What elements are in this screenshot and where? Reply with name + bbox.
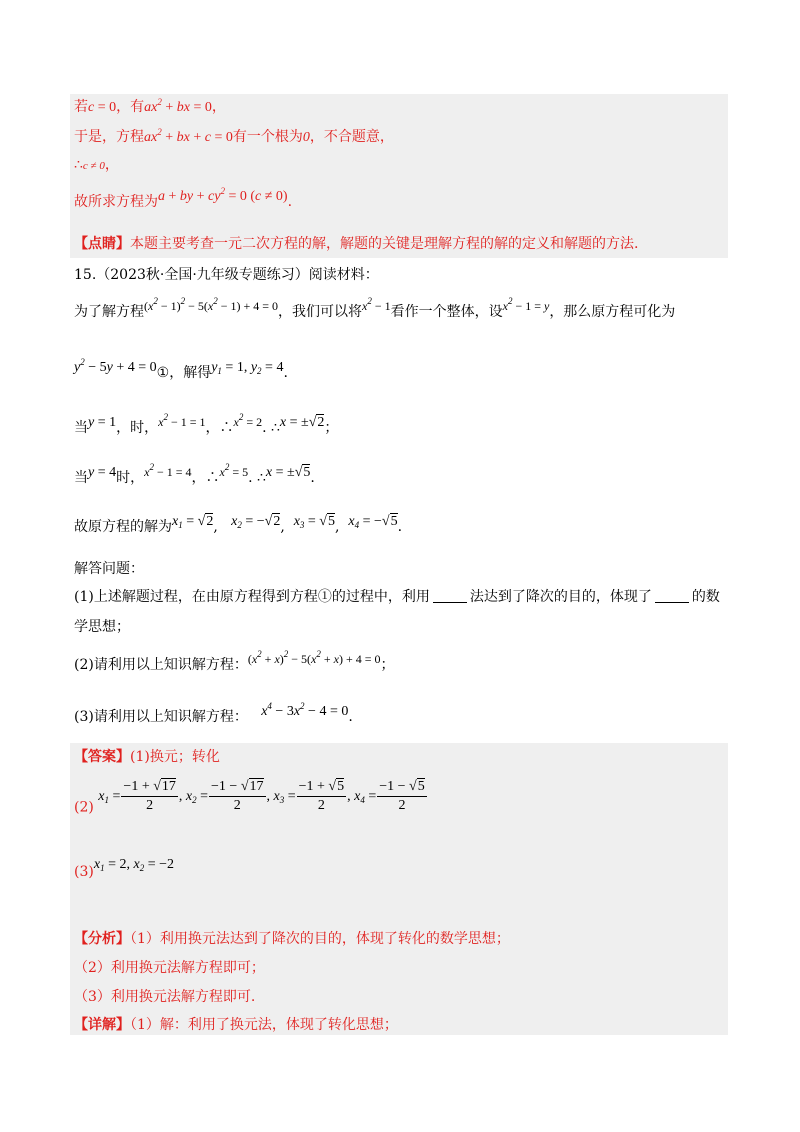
text: 的数	[691, 589, 720, 605]
text: (3)请利用以上知识解方程：	[74, 709, 248, 725]
math-substitution: $x^2 - 1 = y$	[502, 296, 550, 313]
math-c-not-zero: c ≠ 0	[82, 160, 105, 172]
text: ，	[104, 157, 119, 173]
math-x2-1-eq-1: $x^2 - 1 = 1$	[158, 412, 206, 429]
math-q2-equation: $(x^2 + x)^2 - 5(x^2 + x) + 4 = 0$	[247, 649, 381, 666]
math-x-pm-sqrt2: x = ±√2	[279, 415, 325, 430]
detail-text-1: （1）解：利用了换元法，体现了转化思想；	[130, 1017, 398, 1033]
math-y-1: y = 1	[88, 415, 117, 430]
text: 学思想；	[74, 619, 130, 635]
text: ，有	[116, 99, 145, 115]
text: 法达到了降次的目的，体现了	[469, 589, 652, 605]
analysis-text-3: （3）利用换元法解方程即可.	[74, 989, 256, 1005]
math-y-equation: $y^2 - 5y + 4 = 0$	[74, 357, 157, 375]
text: 解答问题：	[74, 561, 144, 577]
text: 当	[74, 420, 88, 436]
solution-line-3	[74, 155, 119, 176]
math-ax2-bx-0: $ax^2$ + bx = 0	[144, 97, 212, 115]
problem-number: 15.	[74, 267, 97, 283]
text: (2)请利用以上知识解方程：	[74, 657, 248, 673]
text: .	[310, 470, 315, 486]
questions-header	[74, 559, 144, 579]
circle-one-mark: ①	[156, 365, 170, 381]
math-x2-minus-1: $x^2 - 1$	[362, 296, 391, 313]
answer-line-2	[74, 778, 428, 817]
solution-line-4	[74, 186, 293, 213]
detail-line-1	[74, 1015, 398, 1035]
problem-line-1	[74, 296, 676, 322]
text: 于是，方程	[74, 129, 144, 145]
math-x-pm-sqrt5: x = ±√5	[265, 465, 311, 480]
tip-line	[74, 234, 638, 254]
math-x2-eq-2: $x^2 = 2$	[233, 412, 263, 429]
text: 看作一个整体，设	[390, 304, 503, 320]
analysis-line-1	[74, 929, 510, 949]
text: .	[397, 519, 403, 535]
math-x3: $x_3 = √5$	[293, 514, 335, 530]
analysis-tag: 【分析】	[74, 931, 130, 947]
math-final-equation: a + by + $cy^2 = 0$ (c ≠ 0)	[158, 186, 288, 204]
text: .	[348, 709, 353, 725]
answer-3-label: (3)	[74, 864, 94, 880]
text: .	[283, 365, 288, 381]
text: (1)上述解题过程，在由原方程得到方程①的过程中，利用	[74, 589, 430, 605]
text: 故所求方程为	[74, 194, 158, 210]
math-answer-3: $x_1 = 2$, $x_2 = -2$	[93, 857, 174, 873]
therefore-symbol: ，∴	[191, 470, 220, 486]
text: ，那么原方程可化为	[549, 304, 676, 320]
therefore-symbol: . ∴	[262, 420, 280, 436]
math-x2: $x_2 = -√2$	[231, 514, 281, 530]
math-x2-eq-5: $x^2 = 5$	[219, 462, 249, 479]
problem-line-2	[74, 357, 288, 384]
text: 为了解方程	[74, 304, 144, 320]
detail-tag: 【详解】	[74, 1017, 130, 1033]
text: ，解得	[169, 365, 212, 381]
question-2	[74, 649, 395, 675]
text: ，我们可以将	[278, 304, 362, 320]
question-3	[74, 701, 353, 728]
text: ，时，	[116, 420, 159, 436]
math-zero: 0	[302, 130, 310, 145]
text: 若	[74, 99, 88, 115]
problem-source: （2023秋·全国·九年级专题练习）阅读材料：	[96, 267, 379, 283]
math-answer-2: $x_1$ = $\frac{-1 + √17}{2}$ , $x_2$ = $\frac{-1 - √17}{2}$ , $x_3$ = $\frac{-1 + √5}{2}$ , $x_4$ = $\frac{-1 - √5}{2}$	[98, 779, 425, 813]
math-x4: $x_4 = -√5$	[348, 514, 398, 530]
math-y-4: y = 4	[88, 465, 117, 480]
solution-line-1	[74, 97, 226, 118]
answer-blank-2[interactable]	[655, 588, 689, 603]
math-x1: $x_1 = √2$	[172, 514, 214, 530]
text: 故原方程的解为	[74, 519, 172, 535]
text: ；	[324, 420, 339, 436]
answer-blank-1[interactable]	[433, 588, 467, 603]
text: 时，	[116, 470, 145, 486]
text: ，不合题意，	[309, 129, 394, 145]
text: ，	[211, 99, 226, 115]
answer-line-3	[74, 854, 174, 880]
answer-line-1	[74, 747, 220, 767]
therefore-symbol: ∴	[74, 157, 83, 173]
text: ；	[380, 657, 395, 673]
question-1-line-2	[74, 617, 130, 637]
math-q3-equation: $x^4 - 3x^2 - 4 = 0$	[261, 701, 349, 719]
text: .	[287, 194, 293, 210]
math-quadratic-eq: $ax^2$ + bx + c = 0	[144, 127, 233, 145]
solution-line-2	[74, 127, 394, 148]
answer-2-label: (2)	[74, 799, 94, 816]
tip-tag: 【点睛】	[74, 236, 130, 252]
answer-1: (1)换元；转化	[130, 749, 220, 765]
therefore-symbol: ，∴	[205, 420, 234, 436]
analysis-text-1: （1）利用换元法达到了降次的目的，体现了转化的数学思想；	[130, 931, 510, 947]
question-1-line-1	[74, 587, 720, 607]
math-original-equation: $(x^2 - 1)^2 - 5(x^2 - 1) + 4 = 0$	[144, 296, 278, 313]
problem-header	[74, 265, 379, 285]
therefore-symbol: . ∴	[248, 470, 266, 486]
math-y-solutions: $y_1 = 1$, $y_2 = 4$	[211, 360, 284, 376]
text: 当	[74, 470, 88, 486]
answer-tag: 【答案】	[74, 749, 130, 765]
original-solutions: 故原方程的解为$x_1 = √2$, $x_2 = -√2$, $x_3 = √5$, $x_4 = -√5$.	[74, 514, 403, 535]
math-x2-1-eq-4: $x^2 - 1 = 4$	[144, 462, 192, 479]
case-y-equals-1	[74, 412, 339, 439]
analysis-text-2: （2）利用换元法解方程即可；	[74, 960, 265, 976]
case-y-equals-4	[74, 462, 315, 489]
tip-text: 本题主要考查一元二次方程的解，解题的关键是理解方程的解的定义和解题的方法.	[130, 236, 639, 252]
text: 有一个根为	[232, 129, 303, 145]
math-c-equals-0: c = 0	[88, 100, 117, 115]
